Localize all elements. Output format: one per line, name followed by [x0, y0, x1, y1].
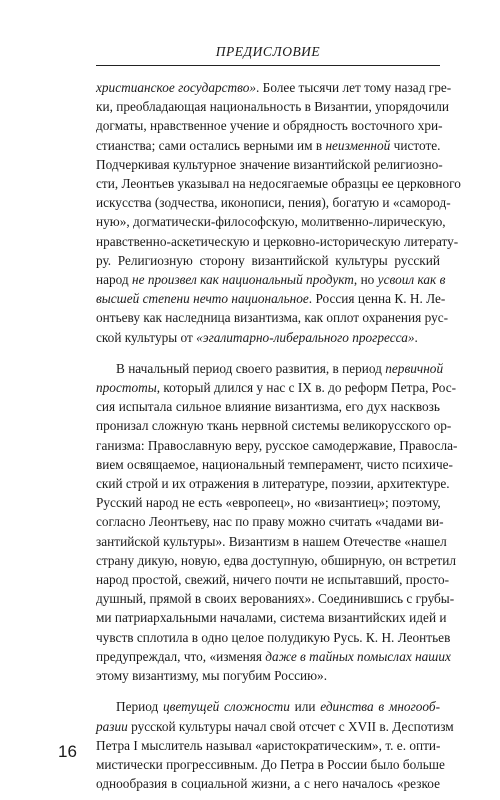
text-line: зантийской культуры». Византизм в нашем Отечестве «нашел	[96, 533, 447, 549]
text-line: высшей степени нечто национальное. Россия ценна К. Н. Ле-	[96, 291, 446, 307]
text-line: нравственно-аскетическую и церковно-историческую литерату-	[96, 233, 459, 249]
text-line: ский строй и их отражения в литературе, поэзии, архитектуре.	[96, 476, 450, 492]
text-line: догматы, нравственное учение и обрядность восточного хри-	[96, 118, 443, 134]
text-line: Период цветущей сложности или единства в многооб-	[116, 699, 440, 715]
body-text	[96, 78, 461, 793]
text-line: Русский народ не есть «европеец», но «византиец»; поэтому,	[96, 495, 441, 511]
text-line: согласно Леонтьеву, нас по праву можно считать «чадами ви-	[96, 514, 444, 530]
text-line: душный, прямой в своих верованиях». Соединившись с грубы-	[96, 591, 455, 607]
text-line: ру. Религиозную сторону византийской культуры русский	[96, 252, 440, 268]
text-line: ской культуры от «эгалитарно-либерального прогресса».	[96, 329, 418, 345]
running-header	[96, 44, 440, 66]
text-line: онтьеву как наследница византизма, как оплот охранения рус-	[96, 310, 449, 326]
text-line: сия испытала сильное влияние византизма, его дух насквозь	[96, 399, 440, 415]
text-line: ганизма: Православную веру, русское самодержавие, Правосла-	[96, 437, 458, 453]
text-line: ми патриархальными началами, система византийских идей и	[96, 610, 447, 626]
text-line: Подчеркивая культурное значение византийской религиозно-	[96, 156, 443, 172]
text-line: разии русской культуры начал свой отсчет с XVII в. Деспотизм	[96, 718, 454, 734]
text-line: сти, Леонтьев указывал на недосягаемые образцы ее церковного	[96, 176, 461, 192]
text-line: стианства; сами остались верными им в неизменной чистоте.	[96, 137, 441, 153]
page-number: 16	[58, 742, 77, 761]
text-line: народ не произвел как национальный продукт, но усвоил как в	[96, 272, 446, 288]
paragraph	[96, 697, 454, 793]
text-line: христианское государство». Более тысячи лет тому назад гре-	[96, 80, 452, 95]
text-line: ки, преобладающая национальность в Византии, упорядочили	[96, 99, 449, 115]
text-line: чувств сплотила в одно целое полудикую Русь. К. Н. Леонтьев	[96, 629, 451, 645]
text-line: мистически прогрессивным. До Петра в России было больше	[96, 756, 445, 772]
paragraph	[96, 78, 461, 347]
text-line: страну дикую, новую, едва доступную, обширную, он встретил	[96, 552, 456, 568]
text-line: ную», догматически-философскую, молитвенно-лирическую,	[96, 214, 446, 230]
text-line: однообразия в социальной жизни, а с него началось «резкое	[96, 776, 440, 792]
paragraph	[96, 359, 458, 685]
text-line: пронизал сложную ткань нервной системы великорусского ор-	[96, 418, 452, 434]
text-line: народ простой, свежий, ничего почти не испытавший, просто-	[96, 572, 450, 588]
text-line: Петра I мыслитель называл «аристократическим», т. е. опти-	[96, 737, 441, 753]
running-header-title: ПРЕДИСЛОВИЕ	[215, 44, 321, 59]
text-line: В начальный период своего развития, в период первичной	[116, 360, 444, 376]
text-line: предупреждал, что, «изменяя даже в тайных помыслах наших	[96, 648, 451, 664]
text-line: искусства (зодчества, иконописи, пения), богатую и «самород-	[96, 195, 451, 211]
text-line: вием освящаемое, национальный темперамент, чисто психиче-	[96, 456, 453, 472]
text-line: простоты, который длился у нас с IX в. до реформ Петра, Рос-	[96, 380, 457, 396]
text-line: этому византизму, мы погубим Россию».	[96, 668, 328, 684]
